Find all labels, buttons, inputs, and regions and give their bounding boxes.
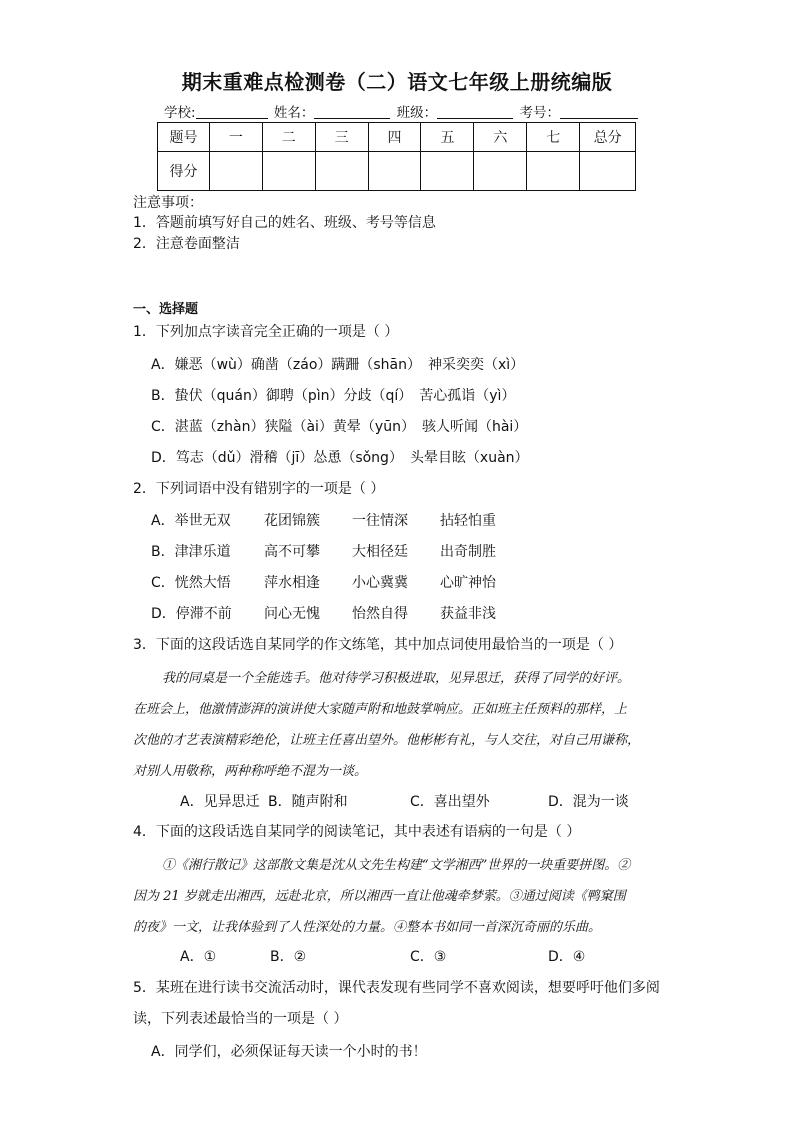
option-word: 心旷神怡	[440, 575, 496, 591]
answer-option[interactable]: A．嫌恶（wù）确凿（záo）蹒跚（shān） 神采奕奕（xì）	[151, 357, 525, 373]
notice-heading: 注意事项：	[133, 195, 203, 211]
score-cell[interactable]	[209, 152, 262, 191]
answer-option[interactable]: B．②	[270, 949, 307, 965]
score-table-score-row	[158, 152, 636, 191]
passage-line: ①《湘行散记》这部散文集是沈从文先生构建“文学湘西”世界的一块重要拼图。②	[162, 858, 631, 873]
passage-line: 的夜》一文，让我体验到了人性深处的力量。④整本书如同一首深沉奇丽的乐曲。	[133, 920, 602, 935]
table-cell: 六	[474, 123, 527, 152]
name-field[interactable]	[314, 104, 390, 119]
score-cell[interactable]	[368, 152, 421, 191]
answer-option[interactable]: A．举世无双	[151, 513, 231, 529]
answer-option[interactable]: D．④	[548, 949, 586, 965]
class-field[interactable]	[437, 104, 513, 119]
score-cell[interactable]	[262, 152, 315, 191]
school-label: 学校:	[164, 105, 196, 121]
answer-option[interactable]: C．恍然大悟	[151, 575, 231, 591]
table-cell: 二	[262, 123, 315, 152]
option-word: 一往情深	[352, 513, 408, 529]
answer-option[interactable]: C．③	[410, 949, 447, 965]
option-word: 高不可攀	[264, 544, 320, 560]
score-cell[interactable]	[421, 152, 474, 191]
notice-item: 1．答题前填写好自己的姓名、班级、考号等信息	[133, 215, 436, 231]
answer-option[interactable]: D．笃志（dǔ）滑稽（jī）怂恿（sǒng） 头晕目眩（xuàn）	[151, 450, 529, 466]
table-cell: 四	[368, 123, 421, 152]
option-word: 获益非浅	[440, 606, 496, 622]
option-word: 花团锦簇	[264, 513, 320, 529]
table-cell: 总分	[580, 123, 636, 152]
name-label: 姓名：	[273, 105, 315, 121]
answer-option[interactable]: D．停滞不前	[151, 606, 232, 622]
answer-option[interactable]: D．混为一谈	[548, 794, 629, 810]
score-cell[interactable]	[527, 152, 580, 191]
answer-option[interactable]: C．湛蓝（zhàn）狭隘（ài）黄晕（yūn） 骇人听闻（hài）	[151, 419, 528, 435]
answer-option[interactable]: B．随声附和	[268, 794, 348, 810]
class-label: 班级：	[396, 105, 438, 121]
table-cell: 三	[315, 123, 368, 152]
exam-no-label: 考号：	[519, 105, 560, 121]
answer-option[interactable]: A．见异思迁	[180, 794, 260, 810]
option-word: 小心冀冀	[352, 575, 408, 591]
option-word: 萍水相逢	[264, 575, 320, 591]
page-title: 期末重难点检测卷（二）语文七年级上册统编版	[181, 70, 613, 94]
section-heading: 一、选择题	[133, 302, 199, 317]
answer-option[interactable]: A．①	[180, 949, 217, 965]
question-stem: 1．下列加点字读音完全正确的一项是（ ）	[133, 324, 399, 340]
passage-line: 因为 21 岁就走出湘西，远赴北京，所以湘西一直让他魂牵梦萦。③通过阅读《鸭窠围	[133, 889, 626, 904]
score-table-header-row	[158, 123, 636, 152]
answer-option[interactable]: B．蛰伏（quán）御聘（pìn）分歧（qí） 苦心孤诣（yì）	[151, 388, 516, 404]
notice-item: 2．注意卷面整洁	[133, 236, 240, 252]
passage-line: 对别人用敬称，两种称呼绝不混为一谈。	[133, 764, 368, 779]
table-cell: 五	[421, 123, 474, 152]
question-stem: 4．下面的这段话选自某同学的阅读笔记，其中表述有语病的一句是（ ）	[133, 824, 581, 840]
passage-line: 次他的才艺表演精彩绝伦，让班主任喜出望外。他彬彬有礼，与人交往，对自己用谦称，	[133, 733, 641, 748]
score-cell[interactable]	[474, 152, 527, 191]
option-word: 拈轻怕重	[440, 513, 496, 529]
score-cell[interactable]	[580, 152, 636, 191]
table-cell: 一	[209, 123, 262, 152]
score-table	[157, 122, 636, 191]
question-stem: 3．下面的这段话选自某同学的作文练笔，其中加点词使用最恰当的一项是（ ）	[133, 637, 623, 653]
exam-no-field[interactable]	[560, 104, 638, 119]
table-cell: 题号	[158, 123, 210, 152]
school-field[interactable]	[196, 104, 268, 119]
student-info-line	[164, 101, 638, 121]
question-stem: 5．某班在进行读书交流活动时，课代表发现有些同学不喜欢阅读，想要呼吁他们多阅	[133, 980, 660, 996]
question-stem-continued: 读，下列表述最恰当的一项是（ ）	[133, 1011, 348, 1027]
question-stem: 2．下列词语中没有错别字的一项是（ ）	[133, 481, 385, 497]
option-word: 怡然自得	[352, 606, 408, 622]
option-word: 问心无愧	[264, 606, 320, 622]
option-word: 出奇制胜	[440, 544, 496, 560]
passage-line: 在班会上，他激情澎湃的演讲使大家随声附和地鼓掌响应。正如班主任预料的那样，上	[133, 702, 628, 717]
option-word: 大相径廷	[352, 544, 408, 560]
table-cell: 得分	[158, 152, 210, 191]
score-cell[interactable]	[315, 152, 368, 191]
passage-line: 我的同桌是一个全能选手。他对待学习积极进取，见异思迁，获得了同学的好评。	[162, 671, 631, 686]
answer-option[interactable]: B．津津乐道	[151, 544, 231, 560]
answer-option[interactable]: C．喜出望外	[410, 794, 490, 810]
table-cell: 七	[527, 123, 580, 152]
answer-option[interactable]: A．同学们，必须保证每天读一个小时的书！	[151, 1044, 427, 1060]
